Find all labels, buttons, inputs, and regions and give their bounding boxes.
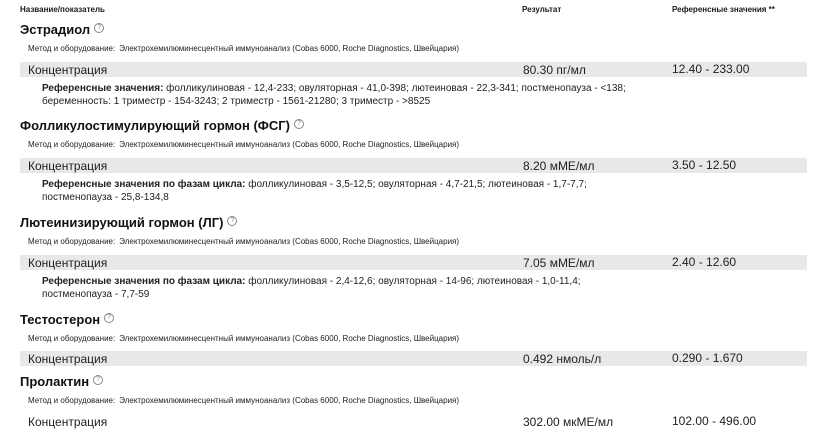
reference-range: 3.50 - 12.50 bbox=[672, 158, 737, 172]
info-icon[interactable]: ? bbox=[94, 23, 104, 33]
test-title-prolactin bbox=[20, 374, 103, 389]
method-text: Электрохемилюминесцентный иммуноанализ (Cobas 6000, Roche Diagnostics, Швейцария) bbox=[119, 396, 460, 405]
reference-note bbox=[42, 275, 742, 301]
result-row-lh bbox=[20, 255, 807, 270]
method-text: Электрохемилюминесцентный иммуноанализ (Cobas 6000, Roche Diagnostics, Швейцария) bbox=[119, 237, 460, 246]
reference-column-header: Референсные значения ** bbox=[672, 5, 775, 14]
result-column-header: Результат bbox=[522, 5, 562, 14]
test-title-text: Фолликулостимулирующий гормон (ФСГ) bbox=[20, 118, 290, 133]
parameter-name: Концентрация bbox=[28, 256, 108, 270]
method-label: Метод и оборудование: bbox=[28, 396, 116, 405]
test-title-lh bbox=[20, 215, 237, 230]
reference-note-text: фолликулиновая - 3,5-12,5; овуляторная - 4,7-21,5; лютеиновая - 1,7-7,7; bbox=[245, 179, 587, 190]
test-title-text: Эстрадиол bbox=[20, 22, 91, 37]
method-line bbox=[28, 140, 459, 149]
result-value: 80.30 пг/мл bbox=[523, 63, 586, 77]
reference-range: 0.290 - 1.670 bbox=[672, 351, 743, 365]
reference-note-text: постменопауза - 25,8-134,8 bbox=[42, 192, 169, 203]
reference-note-label: Референсные значения по фазам цикла: bbox=[42, 179, 246, 190]
info-icon[interactable]: ? bbox=[294, 119, 304, 129]
name-column-header: Название/показатель bbox=[20, 5, 105, 14]
result-row-fsh bbox=[20, 158, 807, 173]
reference-note-label: Референсные значения: bbox=[42, 83, 164, 94]
test-title-text: Пролактин bbox=[20, 374, 90, 389]
result-row-prolactin bbox=[20, 414, 807, 429]
info-icon[interactable]: ? bbox=[93, 375, 103, 385]
result-row-testosterone bbox=[20, 351, 807, 366]
reference-note-label: Референсные значения по фазам цикла: bbox=[42, 276, 246, 287]
result-value: 302.00 мкМЕ/мл bbox=[523, 415, 614, 429]
result-value: 0.492 нмоль/л bbox=[523, 352, 602, 366]
method-text: Электрохемилюминесцентный иммуноанализ (Cobas 6000, Roche Diagnostics, Швейцария) bbox=[119, 44, 460, 53]
method-label: Метод и оборудование: bbox=[28, 140, 116, 149]
reference-note bbox=[42, 82, 742, 108]
method-label: Метод и оборудование: bbox=[28, 44, 116, 53]
method-line bbox=[28, 237, 459, 246]
result-row-estradiol bbox=[20, 62, 807, 77]
reference-range: 102.00 - 496.00 bbox=[672, 414, 757, 428]
reference-note-text: постменопауза - 7,7-59 bbox=[42, 289, 150, 300]
result-value: 7.05 мМЕ/мл bbox=[523, 256, 595, 270]
reference-range: 12.40 - 233.00 bbox=[672, 62, 750, 76]
parameter-name: Концентрация bbox=[28, 415, 108, 429]
method-label: Метод и оборудование: bbox=[28, 237, 116, 246]
parameter-name: Концентрация bbox=[28, 352, 108, 366]
reference-note-text: фолликулиновая - 2,4-12,6; овуляторная - 14-96; лютеиновая - 1,0-11,4; bbox=[245, 276, 581, 287]
reference-range: 2.40 - 12.60 bbox=[672, 255, 737, 269]
test-title-fsh bbox=[20, 118, 304, 133]
parameter-name: Концентрация bbox=[28, 159, 108, 173]
reference-note-text: беременность: 1 триместр - 154-3243; 2 триместр - 1561-21280; 3 триместр - >8525 bbox=[42, 96, 431, 107]
method-text: Электрохемилюминесцентный иммуноанализ (Cobas 6000, Roche Diagnostics, Швейцария) bbox=[119, 140, 460, 149]
reference-note bbox=[42, 178, 742, 204]
test-title-testosterone bbox=[20, 312, 114, 327]
method-line bbox=[28, 396, 459, 405]
test-title-text: Лютеинизирующий гормон (ЛГ) bbox=[20, 215, 224, 230]
parameter-name: Концентрация bbox=[28, 63, 108, 77]
reference-note-text: фолликулиновая - 12,4-233; овуляторная - 41,0-398; лютеиновая - 22,3-341; постменопауза - <138; bbox=[163, 83, 626, 94]
info-icon[interactable]: ? bbox=[227, 216, 237, 226]
method-line bbox=[28, 44, 459, 53]
method-label: Метод и оборудование: bbox=[28, 334, 116, 343]
method-text: Электрохемилюминесцентный иммуноанализ (Cobas 6000, Roche Diagnostics, Швейцария) bbox=[119, 334, 460, 343]
info-icon[interactable]: ? bbox=[104, 313, 114, 323]
test-title-text: Тестостерон bbox=[20, 312, 101, 327]
result-value: 8.20 мМЕ/мл bbox=[523, 159, 595, 173]
method-line bbox=[28, 334, 459, 343]
test-title-estradiol bbox=[20, 22, 104, 37]
